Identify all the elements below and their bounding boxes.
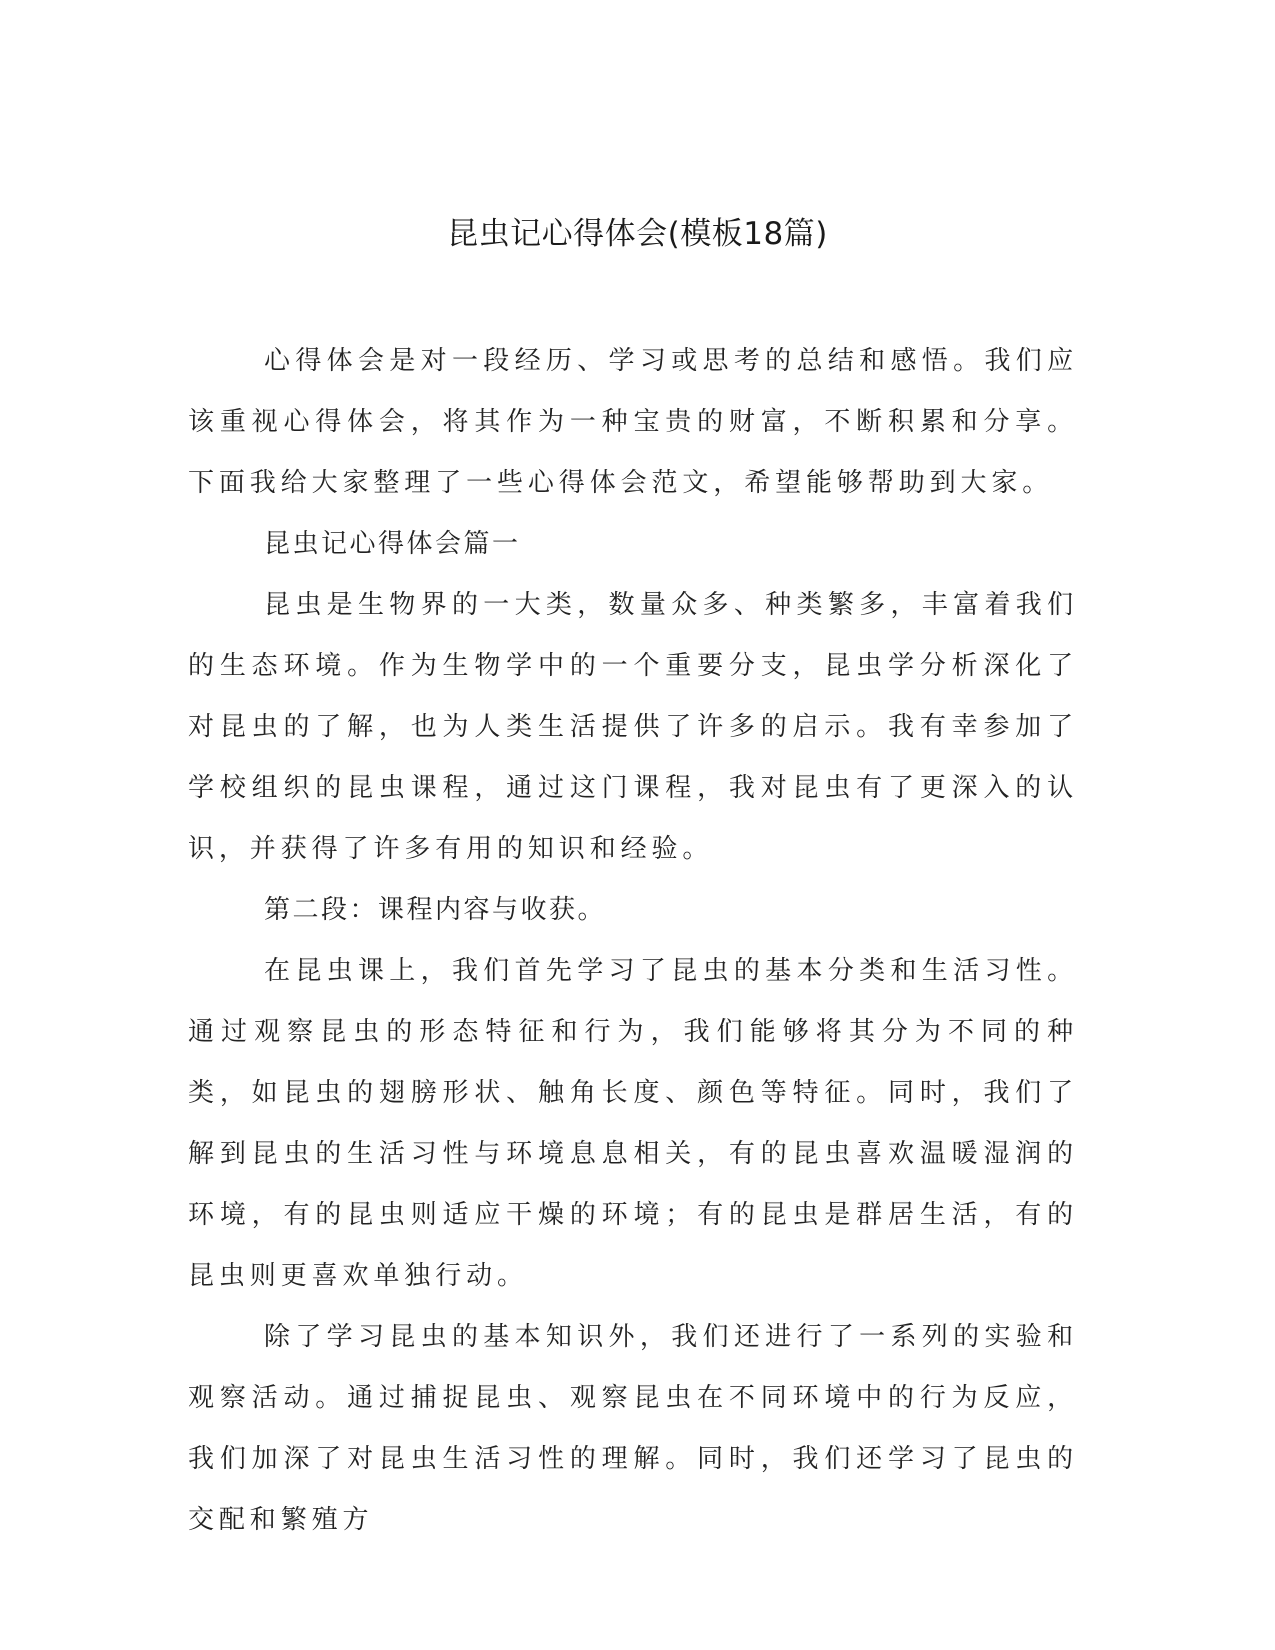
section-heading: 昆虫记心得体会篇一 — [264, 529, 521, 559]
body-paragraph: 除了学习昆虫的基本知识外，我们还进行了一系列的实验和观察活动。通过捕捉昆虫、观察昆虫在不同环境中的行为反应，我们加深了对昆虫生活习性的理解。同时，我们还学习了昆虫的交配和繁殖方 — [188, 1322, 1078, 1535]
document-title: 昆虫记心得体会(模板18篇) — [447, 216, 828, 252]
body-paragraph: 在昆虫课上，我们首先学习了昆虫的基本分类和生活习性。通过观察昆虫的形态特征和行为，我们能够将其分为不同的种类，如昆虫的翅膀形状、触角长度、颜色等特征。同时，我们了解到昆虫的生活习性与环境息息相关，有的昆虫喜欢温暖湿润的环境，有的昆虫则适应干燥的环境；有的昆虫是群居生活，有的昆虫则更喜欢单独行动。 — [188, 956, 1078, 1291]
subsection-heading: 第二段：课程内容与收获。 — [264, 895, 607, 925]
document-body — [188, 331, 1078, 1551]
intro-paragraph: 心得体会是对一段经历、学习或思考的总结和感悟。我们应该重视心得体会，将其作为一种宝贵的财富，不断积累和分享。下面我给大家整理了一些心得体会范文，希望能够帮助到大家。 — [188, 346, 1078, 498]
body-paragraph: 昆虫是生物界的一大类，数量众多、种类繁多，丰富着我们的生态环境。作为生物学中的一个重要分支，昆虫学分析深化了对昆虫的了解，也为人类生活提供了许多的启示。我有幸参加了学校组织的昆虫课程，通过这门课程，我对昆虫有了更深入的认识，并获得了许多有用的知识和经验。 — [188, 590, 1078, 864]
